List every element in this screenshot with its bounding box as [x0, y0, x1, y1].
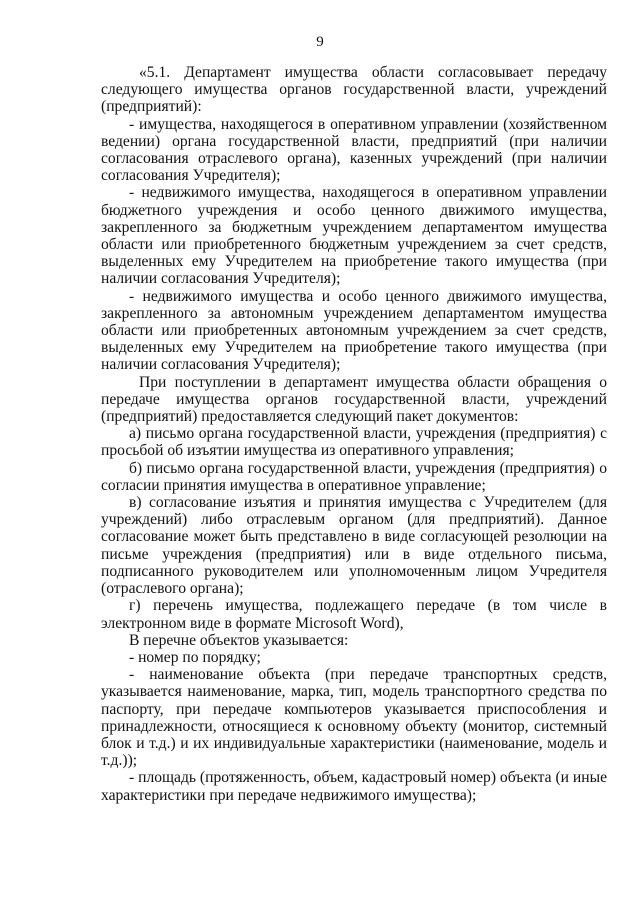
document-item-g: г) перечень имущества, подлежащего передаче (в том числе в электронном виде в формате Microsoft Word), — [101, 597, 607, 632]
page-number: 9 — [316, 34, 324, 50]
document-body — [101, 64, 607, 804]
document-item-b: б) письмо органа государственной власти, учреждения (предприятия) о согласии принятия имущества в оперативное управление; — [101, 459, 607, 494]
paragraph-documents-package: При поступлении в департамент имущества области обращения о передаче имущества органов государственной власти, учреждений (предприятий) предоставляется следующий пакет документов: — [101, 373, 607, 426]
list-item-operational-management: - имущества, находящегося в оперативном управлении (хозяйственном ведении) органа государственной власти, предприятий (при наличии согласования отраслевого органа), казенных учреждений (при наличии согласования Учредителя); — [101, 115, 607, 185]
list-item-object-name: - наименование объекта (при передаче транспортных средств, указывается наименование, марка, тип, модель транспортного средства по паспорту, при передаче компьютеров указывается приспособления и принадлежности, относящиеся к основному объекту (монитор, системный блок и т.д.) и их индивидуальные характеристики (наименование, модель и т.д.)); — [101, 666, 607, 770]
list-item-budget-institution-property: - недвижимого имущества, находящегося в оперативном управлении бюджетного учреждения и особо ценного движимого имущества, закрепленного за бюджетным учреждением департаментом имущества области или приобретенного бюджетным учреждением за счет средств, выделенных ему Учредителем на приобретение такого имущества (при наличии согласования Учредителя); — [101, 184, 607, 288]
document-item-v: в) согласование изъятия и принятия имущества с Учредителем (для учреждений) либо отраслевым органом (для предприятий). Данное согласование может быть представлено в виде согласующей резолюции на письме учреждения (предприятия) или в виде отдельного письма, подписанного руководителем или уполномоченным лицом Учредителя (отраслевого органа); — [101, 494, 607, 598]
list-item-autonomous-institution-property: - недвижимого имущества и особо ценного движимого имущества, закрепленного за автономным учреждением департаментом имущества области или приобретенных автономным учреждением за счет средств, выделенных ему Учредителем на приобретение такого имущества (при наличии согласования Учредителя); — [101, 287, 607, 374]
list-item-area: - площадь (протяженность, объем, кадастровый номер) объекта (и иные характеристики при передаче недвижимого имущества); — [101, 769, 607, 804]
paragraph-5-1-intro: «5.1. Департамент имущества области согласовывает передачу следующего имущества органов государственной власти, учреждений (предприятий): — [101, 64, 607, 116]
document-item-a: а) письмо органа государственной власти, учреждения (предприятия) с просьбой об изъятии имущества из оперативного управления; — [101, 425, 607, 460]
list-item-sequence-number: - номер по порядку; — [129, 648, 261, 666]
paragraph-list-contents: В перечне объектов указывается: — [129, 631, 349, 649]
